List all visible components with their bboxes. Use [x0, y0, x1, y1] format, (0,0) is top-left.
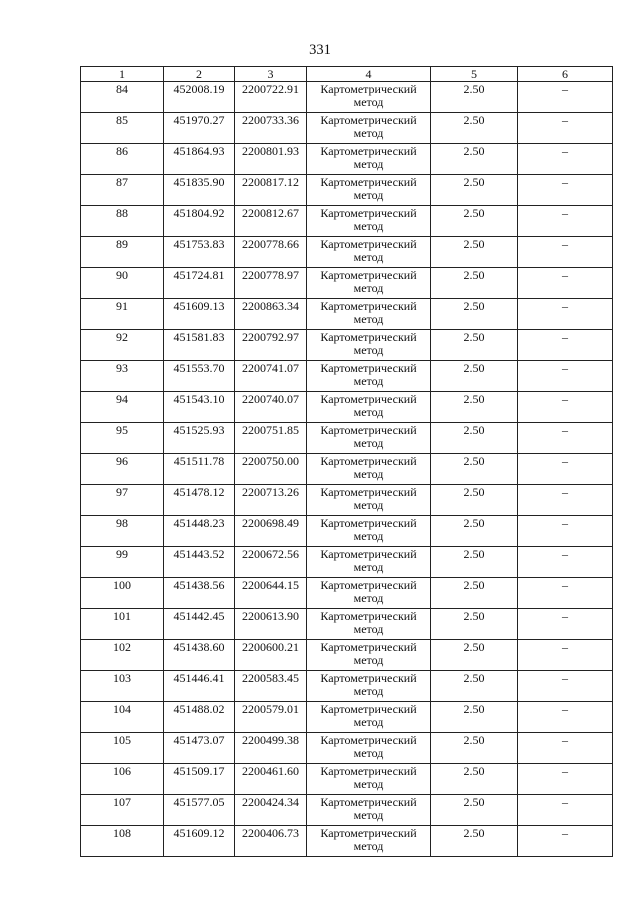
- page-number: 331: [309, 42, 331, 58]
- point-number-cell: 105: [81, 733, 164, 764]
- method-line-1: Картометрический: [320, 485, 417, 499]
- x-coordinate-cell: 451442.45: [164, 609, 235, 640]
- note-cell: –: [518, 237, 613, 268]
- x-coordinate-cell: 451448.23: [164, 516, 235, 547]
- method-cell: [307, 671, 431, 702]
- table-row: [81, 392, 613, 423]
- method-line-2: метод: [353, 808, 384, 822]
- note-cell: –: [518, 702, 613, 733]
- x-coordinate-cell: 451864.93: [164, 144, 235, 175]
- method-line-1: Картометрический: [320, 578, 417, 592]
- method-line-1: Картометрический: [320, 175, 417, 189]
- point-number-cell: 90: [81, 268, 164, 299]
- note-cell: –: [518, 485, 613, 516]
- method-line-2: метод: [353, 374, 384, 388]
- method-line-2: метод: [353, 126, 384, 140]
- table-row: [81, 764, 613, 795]
- y-coordinate-cell: 2200778.66: [235, 237, 307, 268]
- method-cell: [307, 454, 431, 485]
- note-cell: –: [518, 826, 613, 857]
- method-cell: [307, 299, 431, 330]
- method-line-2: метод: [353, 684, 384, 698]
- y-coordinate-cell: 2200644.15: [235, 578, 307, 609]
- method-line-2: метод: [353, 591, 384, 605]
- method-line-2: метод: [353, 467, 384, 481]
- x-coordinate-cell: 451609.13: [164, 299, 235, 330]
- table-row: [81, 423, 613, 454]
- accuracy-cell: 2.50: [431, 330, 518, 361]
- method-cell: [307, 733, 431, 764]
- accuracy-cell: 2.50: [431, 82, 518, 113]
- method-line-2: метод: [353, 95, 384, 109]
- method-cell: [307, 826, 431, 857]
- y-coordinate-cell: 2200740.07: [235, 392, 307, 423]
- method-cell: [307, 578, 431, 609]
- method-line-1: Картометрический: [320, 268, 417, 282]
- accuracy-cell: 2.50: [431, 299, 518, 330]
- y-coordinate-cell: 2200406.73: [235, 826, 307, 857]
- point-number-cell: 93: [81, 361, 164, 392]
- method-line-1: Картометрический: [320, 826, 417, 840]
- method-cell: [307, 609, 431, 640]
- point-number-cell: 91: [81, 299, 164, 330]
- point-number-cell: 107: [81, 795, 164, 826]
- x-coordinate-cell: 452008.19: [164, 82, 235, 113]
- note-cell: –: [518, 361, 613, 392]
- method-cell: [307, 82, 431, 113]
- table-row: [81, 795, 613, 826]
- column-header-5: 5: [431, 67, 518, 82]
- method-cell: [307, 206, 431, 237]
- method-line-1: Картометрический: [320, 299, 417, 313]
- note-cell: –: [518, 795, 613, 826]
- note-cell: –: [518, 640, 613, 671]
- method-line-1: Картометрический: [320, 733, 417, 747]
- x-coordinate-cell: 451525.93: [164, 423, 235, 454]
- note-cell: –: [518, 454, 613, 485]
- x-coordinate-cell: 451753.83: [164, 237, 235, 268]
- method-line-1: Картометрический: [320, 392, 417, 406]
- y-coordinate-cell: 2200713.26: [235, 485, 307, 516]
- note-cell: –: [518, 144, 613, 175]
- y-coordinate-cell: 2200698.49: [235, 516, 307, 547]
- x-coordinate-cell: 451509.17: [164, 764, 235, 795]
- method-line-1: Картометрический: [320, 547, 417, 561]
- y-coordinate-cell: 2200863.34: [235, 299, 307, 330]
- method-line-1: Картометрический: [320, 702, 417, 716]
- method-cell: [307, 144, 431, 175]
- table-row: [81, 578, 613, 609]
- point-number-cell: 95: [81, 423, 164, 454]
- x-coordinate-cell: 451473.07: [164, 733, 235, 764]
- method-cell: [307, 175, 431, 206]
- point-number-cell: 89: [81, 237, 164, 268]
- x-coordinate-cell: 451970.27: [164, 113, 235, 144]
- method-line-2: метод: [353, 312, 384, 326]
- x-coordinate-cell: 451553.70: [164, 361, 235, 392]
- method-line-2: метод: [353, 281, 384, 295]
- method-line-2: метод: [353, 746, 384, 760]
- y-coordinate-cell: 2200583.45: [235, 671, 307, 702]
- method-line-2: метод: [353, 715, 384, 729]
- method-line-1: Картометрический: [320, 361, 417, 375]
- method-cell: [307, 330, 431, 361]
- method-line-1: Картометрический: [320, 516, 417, 530]
- note-cell: –: [518, 392, 613, 423]
- note-cell: –: [518, 547, 613, 578]
- method-cell: [307, 268, 431, 299]
- x-coordinate-cell: 451511.78: [164, 454, 235, 485]
- point-number-cell: 92: [81, 330, 164, 361]
- accuracy-cell: 2.50: [431, 795, 518, 826]
- note-cell: –: [518, 764, 613, 795]
- y-coordinate-cell: 2200613.90: [235, 609, 307, 640]
- method-line-1: Картометрический: [320, 330, 417, 344]
- method-cell: [307, 702, 431, 733]
- note-cell: –: [518, 423, 613, 454]
- method-line-2: метод: [353, 529, 384, 543]
- method-cell: [307, 764, 431, 795]
- x-coordinate-cell: 451543.10: [164, 392, 235, 423]
- point-number-cell: 86: [81, 144, 164, 175]
- y-coordinate-cell: 2200751.85: [235, 423, 307, 454]
- method-line-2: метод: [353, 188, 384, 202]
- table-row: [81, 547, 613, 578]
- method-cell: [307, 237, 431, 268]
- method-line-1: Картометрический: [320, 82, 417, 96]
- x-coordinate-cell: 451577.05: [164, 795, 235, 826]
- column-header-1: 1: [81, 67, 164, 82]
- x-coordinate-cell: 451835.90: [164, 175, 235, 206]
- method-line-2: метод: [353, 560, 384, 574]
- point-number-cell: 101: [81, 609, 164, 640]
- y-coordinate-cell: 2200424.34: [235, 795, 307, 826]
- accuracy-cell: 2.50: [431, 609, 518, 640]
- table-row: [81, 82, 613, 113]
- table-row: [81, 299, 613, 330]
- y-coordinate-cell: 2200792.97: [235, 330, 307, 361]
- method-cell: [307, 516, 431, 547]
- method-line-1: Картометрический: [320, 206, 417, 220]
- table-row: [81, 113, 613, 144]
- column-header-6: 6: [518, 67, 613, 82]
- point-number-cell: 106: [81, 764, 164, 795]
- x-coordinate-cell: 451443.52: [164, 547, 235, 578]
- table-row: [81, 206, 613, 237]
- accuracy-cell: 2.50: [431, 764, 518, 795]
- y-coordinate-cell: 2200733.36: [235, 113, 307, 144]
- table-row: [81, 485, 613, 516]
- accuracy-cell: 2.50: [431, 392, 518, 423]
- x-coordinate-cell: 451804.92: [164, 206, 235, 237]
- x-coordinate-cell: 451581.83: [164, 330, 235, 361]
- note-cell: –: [518, 330, 613, 361]
- accuracy-cell: 2.50: [431, 516, 518, 547]
- point-number-cell: 103: [81, 671, 164, 702]
- accuracy-cell: 2.50: [431, 733, 518, 764]
- note-cell: –: [518, 671, 613, 702]
- y-coordinate-cell: 2200741.07: [235, 361, 307, 392]
- method-line-2: метод: [353, 839, 384, 853]
- table-row: [81, 733, 613, 764]
- method-cell: [307, 795, 431, 826]
- column-header-2: 2: [164, 67, 235, 82]
- y-coordinate-cell: 2200579.01: [235, 702, 307, 733]
- table-row: [81, 237, 613, 268]
- method-line-2: метод: [353, 653, 384, 667]
- table-row: [81, 609, 613, 640]
- x-coordinate-cell: 451609.12: [164, 826, 235, 857]
- table-row: [81, 268, 613, 299]
- note-cell: –: [518, 206, 613, 237]
- x-coordinate-cell: 451478.12: [164, 485, 235, 516]
- note-cell: –: [518, 113, 613, 144]
- note-cell: –: [518, 299, 613, 330]
- y-coordinate-cell: 2200750.00: [235, 454, 307, 485]
- column-header-4: 4: [307, 67, 431, 82]
- point-number-cell: 85: [81, 113, 164, 144]
- point-number-cell: 88: [81, 206, 164, 237]
- note-cell: –: [518, 516, 613, 547]
- method-line-1: Картометрический: [320, 423, 417, 437]
- column-header-3: 3: [235, 67, 307, 82]
- accuracy-cell: 2.50: [431, 175, 518, 206]
- accuracy-cell: 2.50: [431, 454, 518, 485]
- point-number-cell: 96: [81, 454, 164, 485]
- method-line-2: метод: [353, 777, 384, 791]
- method-cell: [307, 640, 431, 671]
- accuracy-cell: 2.50: [431, 485, 518, 516]
- method-line-1: Картометрический: [320, 144, 417, 158]
- accuracy-cell: 2.50: [431, 640, 518, 671]
- table-row: [81, 671, 613, 702]
- accuracy-cell: 2.50: [431, 423, 518, 454]
- table-row: [81, 702, 613, 733]
- table-row: [81, 454, 613, 485]
- table-row: [81, 516, 613, 547]
- method-line-2: метод: [353, 250, 384, 264]
- method-line-1: Картометрический: [320, 795, 417, 809]
- method-line-2: метод: [353, 622, 384, 636]
- accuracy-cell: 2.50: [431, 671, 518, 702]
- point-number-cell: 98: [81, 516, 164, 547]
- y-coordinate-cell: 2200722.91: [235, 82, 307, 113]
- note-cell: –: [518, 175, 613, 206]
- point-number-cell: 108: [81, 826, 164, 857]
- accuracy-cell: 2.50: [431, 361, 518, 392]
- header-row: [81, 67, 613, 82]
- point-number-cell: 87: [81, 175, 164, 206]
- point-number-cell: 102: [81, 640, 164, 671]
- table-row: [81, 175, 613, 206]
- y-coordinate-cell: 2200812.67: [235, 206, 307, 237]
- table-row: [81, 640, 613, 671]
- accuracy-cell: 2.50: [431, 144, 518, 175]
- method-cell: [307, 423, 431, 454]
- y-coordinate-cell: 2200461.60: [235, 764, 307, 795]
- table-header: [81, 67, 613, 82]
- x-coordinate-cell: 451438.60: [164, 640, 235, 671]
- accuracy-cell: 2.50: [431, 268, 518, 299]
- method-cell: [307, 113, 431, 144]
- note-cell: –: [518, 578, 613, 609]
- method-line-2: метод: [353, 157, 384, 171]
- y-coordinate-cell: 2200817.12: [235, 175, 307, 206]
- y-coordinate-cell: 2200499.38: [235, 733, 307, 764]
- method-line-2: метод: [353, 436, 384, 450]
- table-body: [81, 82, 613, 857]
- accuracy-cell: 2.50: [431, 826, 518, 857]
- y-coordinate-cell: 2200801.93: [235, 144, 307, 175]
- point-number-cell: 94: [81, 392, 164, 423]
- method-cell: [307, 485, 431, 516]
- method-line-2: метод: [353, 405, 384, 419]
- point-number-cell: 84: [81, 82, 164, 113]
- method-line-2: метод: [353, 498, 384, 512]
- method-line-1: Картометрический: [320, 764, 417, 778]
- table-row: [81, 826, 613, 857]
- accuracy-cell: 2.50: [431, 237, 518, 268]
- accuracy-cell: 2.50: [431, 547, 518, 578]
- note-cell: –: [518, 609, 613, 640]
- point-number-cell: 99: [81, 547, 164, 578]
- table-row: [81, 361, 613, 392]
- note-cell: –: [518, 733, 613, 764]
- point-number-cell: 104: [81, 702, 164, 733]
- method-line-2: метод: [353, 219, 384, 233]
- coordinates-table: [80, 66, 613, 857]
- table-row: [81, 330, 613, 361]
- accuracy-cell: 2.50: [431, 702, 518, 733]
- method-line-1: Картометрический: [320, 454, 417, 468]
- y-coordinate-cell: 2200778.97: [235, 268, 307, 299]
- point-number-cell: 97: [81, 485, 164, 516]
- note-cell: –: [518, 82, 613, 113]
- accuracy-cell: 2.50: [431, 113, 518, 144]
- method-cell: [307, 547, 431, 578]
- y-coordinate-cell: 2200600.21: [235, 640, 307, 671]
- note-cell: –: [518, 268, 613, 299]
- point-number-cell: 100: [81, 578, 164, 609]
- x-coordinate-cell: 451488.02: [164, 702, 235, 733]
- method-line-1: Картометрический: [320, 640, 417, 654]
- method-cell: [307, 361, 431, 392]
- method-line-2: метод: [353, 343, 384, 357]
- accuracy-cell: 2.50: [431, 206, 518, 237]
- method-line-1: Картометрический: [320, 671, 417, 685]
- method-line-1: Картометрический: [320, 237, 417, 251]
- method-line-1: Картометрический: [320, 113, 417, 127]
- method-line-1: Картометрический: [320, 609, 417, 623]
- x-coordinate-cell: 451724.81: [164, 268, 235, 299]
- x-coordinate-cell: 451438.56: [164, 578, 235, 609]
- y-coordinate-cell: 2200672.56: [235, 547, 307, 578]
- table-row: [81, 144, 613, 175]
- method-cell: [307, 392, 431, 423]
- accuracy-cell: 2.50: [431, 578, 518, 609]
- x-coordinate-cell: 451446.41: [164, 671, 235, 702]
